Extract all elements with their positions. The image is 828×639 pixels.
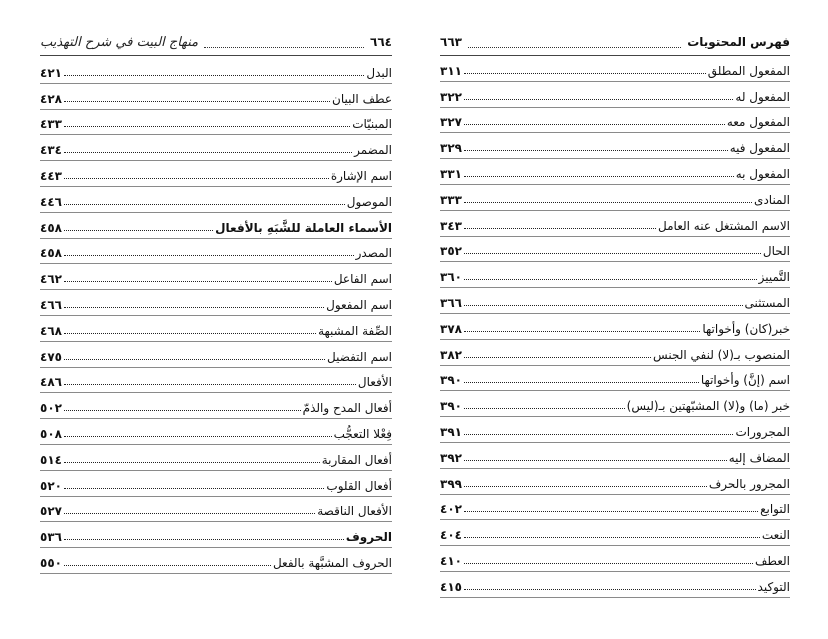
toc-entry <box>40 497 392 523</box>
dot-leader <box>64 178 329 179</box>
toc-entry-page: ٤٥٨ <box>40 220 62 235</box>
dot-leader <box>464 511 758 512</box>
right-page-number: ٦٦٣ <box>440 35 462 49</box>
toc-entry-title: خبر(كان) وأخواتها <box>702 321 790 336</box>
toc-entry <box>440 572 790 598</box>
dot-leader <box>64 410 301 411</box>
toc-entry-page: ٣٦٠ <box>440 270 462 285</box>
toc-entry-title: المفعول له <box>735 89 790 104</box>
toc-entry <box>40 393 392 419</box>
dot-leader <box>464 537 760 538</box>
header-dot-leader <box>468 37 681 48</box>
toc-entry-title: أفعال المقاربة <box>321 452 392 467</box>
toc-entry-page: ٤٣٣ <box>40 117 62 132</box>
toc-entry <box>440 185 790 211</box>
toc-entry <box>40 135 392 161</box>
toc-entry <box>40 187 392 213</box>
toc-entry-page: ٤٠٢ <box>440 502 462 517</box>
toc-entry <box>40 264 392 290</box>
toc-entry-title: البدل <box>366 65 392 80</box>
toc-entry-page: ٤٧٥ <box>40 349 62 364</box>
toc-entry-title: المستثنى <box>744 295 790 310</box>
toc-entry-title: اسم التفضيل <box>327 349 392 364</box>
dot-leader <box>64 488 324 489</box>
toc-entry <box>40 548 392 574</box>
toc-entry-title: المجرورات <box>735 424 790 439</box>
dot-leader <box>64 101 330 102</box>
toc-entry-title: التوابع <box>760 502 790 517</box>
toc-entry <box>440 469 790 495</box>
toc-entry-title: المضمر <box>354 143 392 158</box>
toc-entry-page: ٤٠٤ <box>440 528 462 543</box>
toc-entry-page: ٤٣٤ <box>40 143 62 158</box>
toc-entry <box>440 159 790 185</box>
toc-entry-page: ٣٩٠ <box>440 373 462 388</box>
toc-entry-title: المفعول فيه <box>729 141 790 156</box>
toc-entry <box>40 213 392 239</box>
toc-entry <box>440 262 790 288</box>
toc-entry-page: ٥٠٢ <box>40 401 62 416</box>
toc-entry-page: ٥٢٠ <box>40 478 62 493</box>
toc-entry-title: المبنيّات <box>352 117 392 132</box>
header-rule <box>40 55 392 56</box>
toc-entry-page: ٣٧٨ <box>440 321 462 336</box>
toc-entry <box>40 368 392 394</box>
toc-entry-title: المنصوب بـ(لا) لنفي الجنس <box>653 347 790 362</box>
toc-entry-page: ٤٢٨ <box>40 91 62 106</box>
toc-entry <box>40 239 392 265</box>
toc-entry-title: خبر (ما) و(لا) المشبّهتين بـ(ليس) <box>626 399 790 414</box>
toc-entry-page: ٣١١ <box>440 63 462 78</box>
toc-entry <box>440 520 790 546</box>
toc-entry <box>440 108 790 134</box>
dot-leader <box>464 434 734 435</box>
right-page-header <box>440 30 790 54</box>
dot-leader <box>464 460 727 461</box>
toc-entry-title: اسم المفعول <box>326 297 392 312</box>
toc-entry-title: اسم الإشارة <box>330 168 392 183</box>
toc-entry-title: المفعول المطلق <box>707 63 790 78</box>
right-page <box>440 0 790 639</box>
toc-entry-page: ٥١٤ <box>40 452 62 467</box>
toc-entry <box>440 495 790 521</box>
toc-entry-page: ٤٤٦ <box>40 194 62 209</box>
right-page-title: فهرس المحتويات <box>687 35 790 49</box>
dot-leader <box>64 281 332 282</box>
toc-entry <box>440 211 790 237</box>
dot-leader <box>464 73 706 74</box>
left-toc-list <box>40 58 392 574</box>
dot-leader <box>464 331 700 332</box>
toc-entry <box>40 342 392 368</box>
toc-entry <box>440 340 790 366</box>
toc-entry <box>40 522 392 548</box>
dot-leader <box>464 124 725 125</box>
dot-leader <box>464 382 699 383</box>
toc-entry <box>440 133 790 159</box>
dot-leader <box>464 253 761 254</box>
toc-entry <box>40 471 392 497</box>
dot-leader <box>64 359 325 360</box>
toc-entry <box>440 417 790 443</box>
toc-entry-page: ٥٥٠ <box>40 555 62 570</box>
toc-entry <box>440 314 790 340</box>
dot-leader <box>64 152 352 153</box>
dot-leader <box>64 462 320 463</box>
toc-entry-page: ٤٤٣ <box>40 168 62 183</box>
toc-entry-title: الحروف <box>345 530 392 545</box>
toc-entry-page: ٣٩٩ <box>440 476 462 491</box>
dot-leader <box>464 563 753 564</box>
toc-entry <box>440 288 790 314</box>
book-title-logo: منهاج البيت في شرح التهذيب <box>40 34 199 50</box>
toc-entry-title: التوكيد <box>757 579 790 594</box>
dot-leader <box>464 305 743 306</box>
toc-entry-page: ٥٠٨ <box>40 426 62 441</box>
toc-entry-page: ٤٥٨ <box>40 246 62 261</box>
dot-leader <box>464 279 757 280</box>
toc-entry-title: التَّمييز <box>758 270 790 285</box>
dot-leader <box>464 99 733 100</box>
toc-entry-title: المضاف إليه <box>728 450 790 465</box>
toc-entry <box>40 84 392 110</box>
dot-leader <box>464 589 756 590</box>
toc-entry-page: ٤٨٦ <box>40 375 62 390</box>
left-page <box>40 0 392 639</box>
toc-entry-page: ٤٦٨ <box>40 323 62 338</box>
toc-entry-title: الاسم المشتغل عنه العامل <box>658 218 790 233</box>
toc-entry-title: أفعال القلوب <box>326 478 392 493</box>
dot-leader <box>464 202 752 203</box>
left-page-number: ٦٦٤ <box>370 35 392 49</box>
toc-entry-title: الحروف المشبَّهة بالفعل <box>272 555 392 570</box>
toc-entry-title: الأفعال <box>357 375 392 390</box>
dot-leader <box>64 307 324 308</box>
toc-entry-title: الحال <box>762 244 790 259</box>
dot-leader <box>64 230 213 231</box>
toc-entry <box>440 546 790 572</box>
right-toc-list <box>440 56 790 598</box>
toc-entry <box>440 237 790 263</box>
toc-entry-page: ٣٣٣ <box>440 192 462 207</box>
toc-entry <box>440 391 790 417</box>
toc-entry-title: العطف <box>754 553 790 568</box>
dot-leader <box>64 126 350 127</box>
header-dot-leader <box>204 37 364 48</box>
toc-entry-title: النعت <box>761 528 790 543</box>
toc-entry <box>40 419 392 445</box>
toc-entry-title: اسم الفاعل <box>333 272 392 287</box>
toc-entry-title: اسم (إنَّ) وأخواتها <box>700 373 790 388</box>
dot-leader <box>64 333 316 334</box>
toc-entry-title: الصِّفة المشبهة <box>318 323 392 338</box>
toc-entry <box>40 58 392 84</box>
toc-entry <box>440 443 790 469</box>
toc-entry-title: فِعْلا التعجُّب <box>333 426 392 441</box>
toc-entry-title: عطف البيان <box>332 91 392 106</box>
toc-entry <box>440 82 790 108</box>
toc-entry-page: ٤٢١ <box>40 65 62 80</box>
left-page-header <box>40 30 392 54</box>
toc-entry <box>40 110 392 136</box>
toc-entry-title: الموصول <box>346 194 392 209</box>
dot-leader <box>64 539 344 540</box>
dot-leader <box>64 204 345 205</box>
toc-entry <box>40 445 392 471</box>
toc-entry-page: ٣٢٩ <box>440 141 462 156</box>
toc-entry-page: ٣٦٦ <box>440 295 462 310</box>
toc-entry <box>440 366 790 392</box>
dot-leader <box>64 513 315 514</box>
toc-entry-page: ٣٢٢ <box>440 89 462 104</box>
toc-entry-page: ٣٩٠ <box>440 399 462 414</box>
dot-leader <box>64 255 354 256</box>
toc-entry-page: ٣٩٢ <box>440 450 462 465</box>
toc-entry-page: ٤٦٢ <box>40 272 62 287</box>
toc-entry-title: المجرور بالحرف <box>708 476 790 491</box>
toc-entry-page: ٤١٥ <box>440 579 462 594</box>
toc-entry-title: الأسماء العاملة للشَّبَهِ بالأفعال <box>215 220 392 235</box>
toc-entry-page: ٥٢٧ <box>40 504 62 519</box>
toc-entry-page: ٣٨٢ <box>440 347 462 362</box>
dot-leader <box>64 436 332 437</box>
toc-entry <box>440 56 790 82</box>
toc-entry-page: ٥٣٦ <box>40 530 62 545</box>
toc-entry-title: المفعول معه <box>726 115 790 130</box>
toc-entry <box>40 161 392 187</box>
toc-entry-title: المنادى <box>754 192 790 207</box>
toc-entry-page: ٣٣١ <box>440 166 462 181</box>
dot-leader <box>464 176 734 177</box>
toc-entry-page: ٣٢٧ <box>440 115 462 130</box>
toc-entry-page: ٣٥٢ <box>440 244 462 259</box>
dot-leader <box>464 357 651 358</box>
toc-entry-page: ٣٩١ <box>440 424 462 439</box>
dot-leader <box>464 486 707 487</box>
toc-entry-page: ٤٦٦ <box>40 297 62 312</box>
toc-entry <box>40 290 392 316</box>
toc-entry <box>40 316 392 342</box>
dot-leader <box>64 565 271 566</box>
dot-leader <box>64 384 356 385</box>
toc-entry-title: المصدر <box>355 246 392 261</box>
dot-leader <box>464 408 625 409</box>
toc-entry-title: الأفعال الناقصة <box>317 504 392 519</box>
dot-leader <box>464 228 656 229</box>
dot-leader <box>464 150 728 151</box>
toc-entry-page: ٤١٠ <box>440 553 462 568</box>
toc-entry-page: ٣٤٣ <box>440 218 462 233</box>
dot-leader <box>64 75 364 76</box>
toc-entry-title: أفعال المدح والذمّ <box>302 401 392 416</box>
toc-entry-title: المفعول به <box>735 166 790 181</box>
